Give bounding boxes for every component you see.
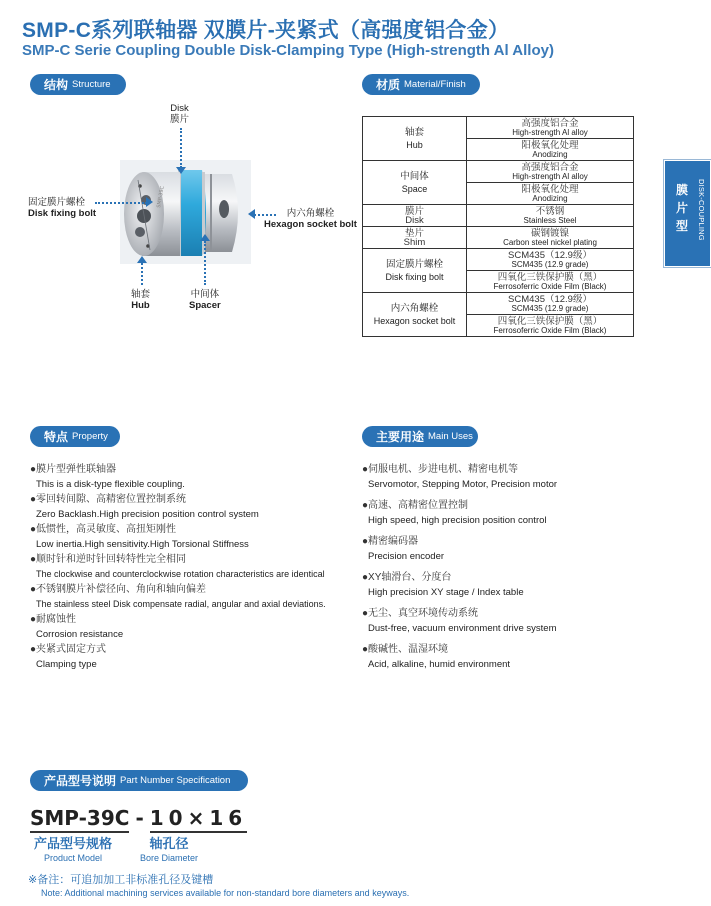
part-cn: 膜片 xyxy=(404,205,424,217)
section-title-en: Part Number Specification xyxy=(120,775,231,786)
section-header-part-number xyxy=(30,770,248,791)
spec-cn: 四氧化三铁保护膜（黑） xyxy=(497,271,603,283)
item-en: Servomotor, Stepping Motor, Precision motor xyxy=(368,479,558,490)
item-en: Acid, alkaline, humid environment xyxy=(368,659,511,670)
arrow-up-icon xyxy=(200,234,210,241)
table-cell-spec xyxy=(467,293,634,315)
arrow-up-icon xyxy=(137,256,147,263)
page-title: SMP-C系列联轴器 双膜片-夹紧式（高强度铝合金） xyxy=(22,19,510,42)
part-en: Disk xyxy=(405,214,424,226)
label-disk-fixing-bolt xyxy=(28,197,96,219)
item-en: High speed, high precision position control xyxy=(368,515,547,526)
list-item xyxy=(362,642,662,672)
spec-en: SCM435 (12.9 grade) xyxy=(511,303,589,313)
label-fixing-bolt-en: Disk fixing bolt xyxy=(28,208,97,219)
spec-en: Ferrosoferric Oxide Film (Black) xyxy=(493,281,607,291)
part-number-example xyxy=(30,806,247,833)
label-spacer xyxy=(189,289,221,311)
item-en: The clockwise and counterclockwise rotation characteristics are identical xyxy=(36,569,325,579)
section-title-cn: 结构 xyxy=(44,78,69,92)
spec-cn: SCM435（12.9级） xyxy=(508,293,592,305)
part-en: Disk fixing bolt xyxy=(385,271,444,282)
model-code: SMP-39C xyxy=(30,806,129,833)
table-cell-spec xyxy=(467,183,634,205)
item-en: Clamping type xyxy=(36,659,97,670)
table-cell-part xyxy=(363,161,467,205)
item-cn: ●低惯性，高灵敏度、高扭矩刚性 xyxy=(30,524,177,535)
side-tab-label-en: DISK-COUPLING xyxy=(697,179,706,241)
item-cn: ●伺服电机、步进电机、精密电机等 xyxy=(362,464,519,475)
item-en: Corrosion resistance xyxy=(36,629,124,640)
label-bore-diameter xyxy=(140,836,198,864)
list-item xyxy=(30,612,350,642)
label-hex-bolt xyxy=(264,208,357,230)
part-cn: 轴套 xyxy=(404,126,424,138)
side-tab-label-cn xyxy=(675,181,689,235)
table-row xyxy=(363,293,634,315)
spec-cn: 阳极氧化处理 xyxy=(521,183,579,195)
leader-line-hub xyxy=(141,263,143,285)
part-en: Space xyxy=(401,183,428,194)
label-bore-en: Bore Diameter xyxy=(140,853,199,863)
item-en: This is a disk-type flexible coupling. xyxy=(36,479,185,490)
part-en: Shim xyxy=(403,236,426,248)
material-table xyxy=(362,116,634,337)
label-hub xyxy=(131,289,150,311)
coupling-photo xyxy=(120,160,251,264)
label-hex-bolt-cn: 内六角螺栓 xyxy=(286,208,335,219)
section-title-en: Structure xyxy=(72,79,111,90)
list-item xyxy=(362,570,662,600)
bore-code: 10×16 xyxy=(150,806,247,833)
table-cell-spec xyxy=(467,227,634,249)
item-en: Zero Backlash.High precision position control system xyxy=(36,509,259,520)
section-title-en: Main Uses xyxy=(428,431,473,442)
item-cn: ●无尘、真空环境传动系统 xyxy=(362,608,479,619)
item-en: Dust-free, vacuum environment drive system xyxy=(368,623,557,634)
list-item xyxy=(362,534,662,564)
list-item xyxy=(30,462,350,492)
table-cell-part xyxy=(363,117,467,161)
side-tab-disk-coupling[interactable] xyxy=(664,160,711,267)
spec-cn: 高强度铝合金 xyxy=(521,161,579,173)
item-cn: ●高速、高精密位置控制 xyxy=(362,500,469,511)
item-cn: ●膜片型弹性联轴器 xyxy=(30,464,117,475)
label-spacer-cn: 中间体 xyxy=(190,289,220,300)
item-cn: ●耐腐蚀性 xyxy=(30,614,77,625)
leader-line-spacer xyxy=(204,241,206,285)
label-disk-en: Disk xyxy=(170,103,189,114)
list-item xyxy=(30,582,350,612)
spec-cn: 高强度铝合金 xyxy=(521,117,579,129)
item-cn: ●夹紧式固定方式 xyxy=(30,644,107,655)
item-cn: ●顺时针和逆时针回转特性完全相同 xyxy=(30,554,187,565)
item-en: Precision encoder xyxy=(368,551,445,562)
leader-line-fixing-bolt xyxy=(95,202,147,204)
list-item xyxy=(362,498,662,528)
list-item xyxy=(30,492,350,522)
table-cell-part xyxy=(363,293,467,337)
arrow-left-icon xyxy=(248,209,255,219)
svg-text:SMP-39C: SMP-39C xyxy=(156,185,166,209)
table-row xyxy=(363,117,634,139)
label-bore-cn: 轴孔径 xyxy=(149,836,189,851)
table-cell-part xyxy=(363,205,467,227)
label-disk xyxy=(170,103,189,125)
part-cn: 固定膜片螺栓 xyxy=(385,258,443,270)
label-model-cn: 产品型号规格 xyxy=(34,836,113,851)
section-title-cn: 材质 xyxy=(376,78,401,92)
spec-en: High-strength Al alloy xyxy=(512,171,588,181)
spec-cn: 阳极氧化处理 xyxy=(521,139,579,151)
spec-en: High-strength Al alloy xyxy=(512,127,588,137)
list-item xyxy=(30,522,350,552)
main-uses-list xyxy=(362,462,662,672)
section-title-cn: 主要用途 xyxy=(376,430,425,444)
item-cn: ●精密编码器 xyxy=(362,536,419,547)
list-item xyxy=(30,552,350,582)
spec-cn: 碳钢镀镍 xyxy=(530,227,569,239)
item-cn: ●酸碱性、温湿环境 xyxy=(362,644,449,655)
section-header-main-uses xyxy=(362,426,478,447)
table-cell-spec xyxy=(467,139,634,161)
section-header-structure xyxy=(30,74,126,95)
side-tab-char: 型 xyxy=(675,219,688,233)
section-title-en: Material/Finish xyxy=(404,79,466,90)
section-header-material xyxy=(362,74,480,95)
table-cell-spec xyxy=(467,205,634,227)
arrow-right-icon xyxy=(146,197,153,207)
table-cell-spec xyxy=(467,271,634,293)
part-cn: 内六角螺栓 xyxy=(390,302,439,314)
label-spacer-en: Spacer xyxy=(189,300,221,311)
section-title-cn: 产品型号说明 xyxy=(44,774,117,788)
table-cell-spec xyxy=(467,117,634,139)
spec-cn: 不锈钢 xyxy=(535,205,565,217)
item-cn: ●不锈钢膜片补偿径向、角向和轴向偏差 xyxy=(30,584,207,595)
table-row xyxy=(363,249,634,271)
item-cn: ●XY轴滑台、分度台 xyxy=(362,572,452,583)
table-cell-spec xyxy=(467,249,634,271)
spec-en: Anodizing xyxy=(532,149,568,159)
spec-en: Carbon steel nickel plating xyxy=(503,237,597,247)
leader-line-disk xyxy=(180,128,182,168)
spec-en: SCM435 (12.9 grade) xyxy=(511,259,589,269)
label-model-en: Product Model xyxy=(43,853,103,863)
spec-cn: 四氧化三铁保护膜（黑） xyxy=(497,315,603,327)
table-cell-part xyxy=(363,249,467,293)
label-fixing-bolt-cn: 固定膜片螺栓 xyxy=(28,197,86,208)
part-cn: 中间体 xyxy=(400,170,429,182)
property-list xyxy=(30,462,350,672)
page-subtitle: SMP-C Serie Coupling Double Disk-Clamping Type (High-strength Al Alloy) xyxy=(22,42,554,59)
table-row xyxy=(363,227,634,249)
note-en: Note: Additional machining services available for non-standard bore diameters and keyways. xyxy=(41,888,410,898)
section-header-property xyxy=(30,426,120,447)
label-hub-en: Hub xyxy=(131,300,150,311)
part-cn: 垫片 xyxy=(404,227,424,239)
item-en: Low inertia.High sensitivity.High Torsional Stiffness xyxy=(36,539,249,550)
spec-en: Anodizing xyxy=(532,193,568,203)
label-hub-cn: 轴套 xyxy=(131,289,151,300)
list-item xyxy=(362,606,662,636)
label-hex-bolt-en: Hexagon socket bolt xyxy=(264,219,357,230)
list-item xyxy=(362,462,662,492)
item-en: The stainless steel Disk compensate radial, angular and axial deviations. xyxy=(36,599,326,609)
side-tab-char: 膜 xyxy=(675,183,688,197)
spec-en: Stainless Steel xyxy=(523,215,577,225)
separator: - xyxy=(135,806,144,830)
label-disk-cn: 膜片 xyxy=(170,114,190,125)
coupling-image-icon xyxy=(120,160,251,264)
list-item xyxy=(30,642,350,672)
part-en: Hexagon socket bolt xyxy=(373,315,456,326)
table-cell-part xyxy=(363,227,467,249)
label-product-model xyxy=(34,836,112,864)
item-cn: ●零回转间隙、高精密位置控制系统 xyxy=(30,494,187,505)
part-en: Hub xyxy=(406,139,423,150)
table-cell-spec xyxy=(467,315,634,337)
table-cell-spec xyxy=(467,161,634,183)
table-row xyxy=(363,161,634,183)
note-cn: ※备注：可追加加工非标准孔径及键槽 xyxy=(28,874,214,886)
side-tab-char: 片 xyxy=(675,201,688,215)
arrow-down-icon xyxy=(176,167,186,174)
section-title-en: Property xyxy=(72,431,108,442)
item-en: High precision XY stage / Index table xyxy=(368,587,524,598)
section-title-cn: 特点 xyxy=(44,430,69,444)
spec-en: Ferrosoferric Oxide Film (Black) xyxy=(493,325,607,335)
table-row xyxy=(363,205,634,227)
spec-cn: SCM435（12.9级） xyxy=(508,249,592,261)
